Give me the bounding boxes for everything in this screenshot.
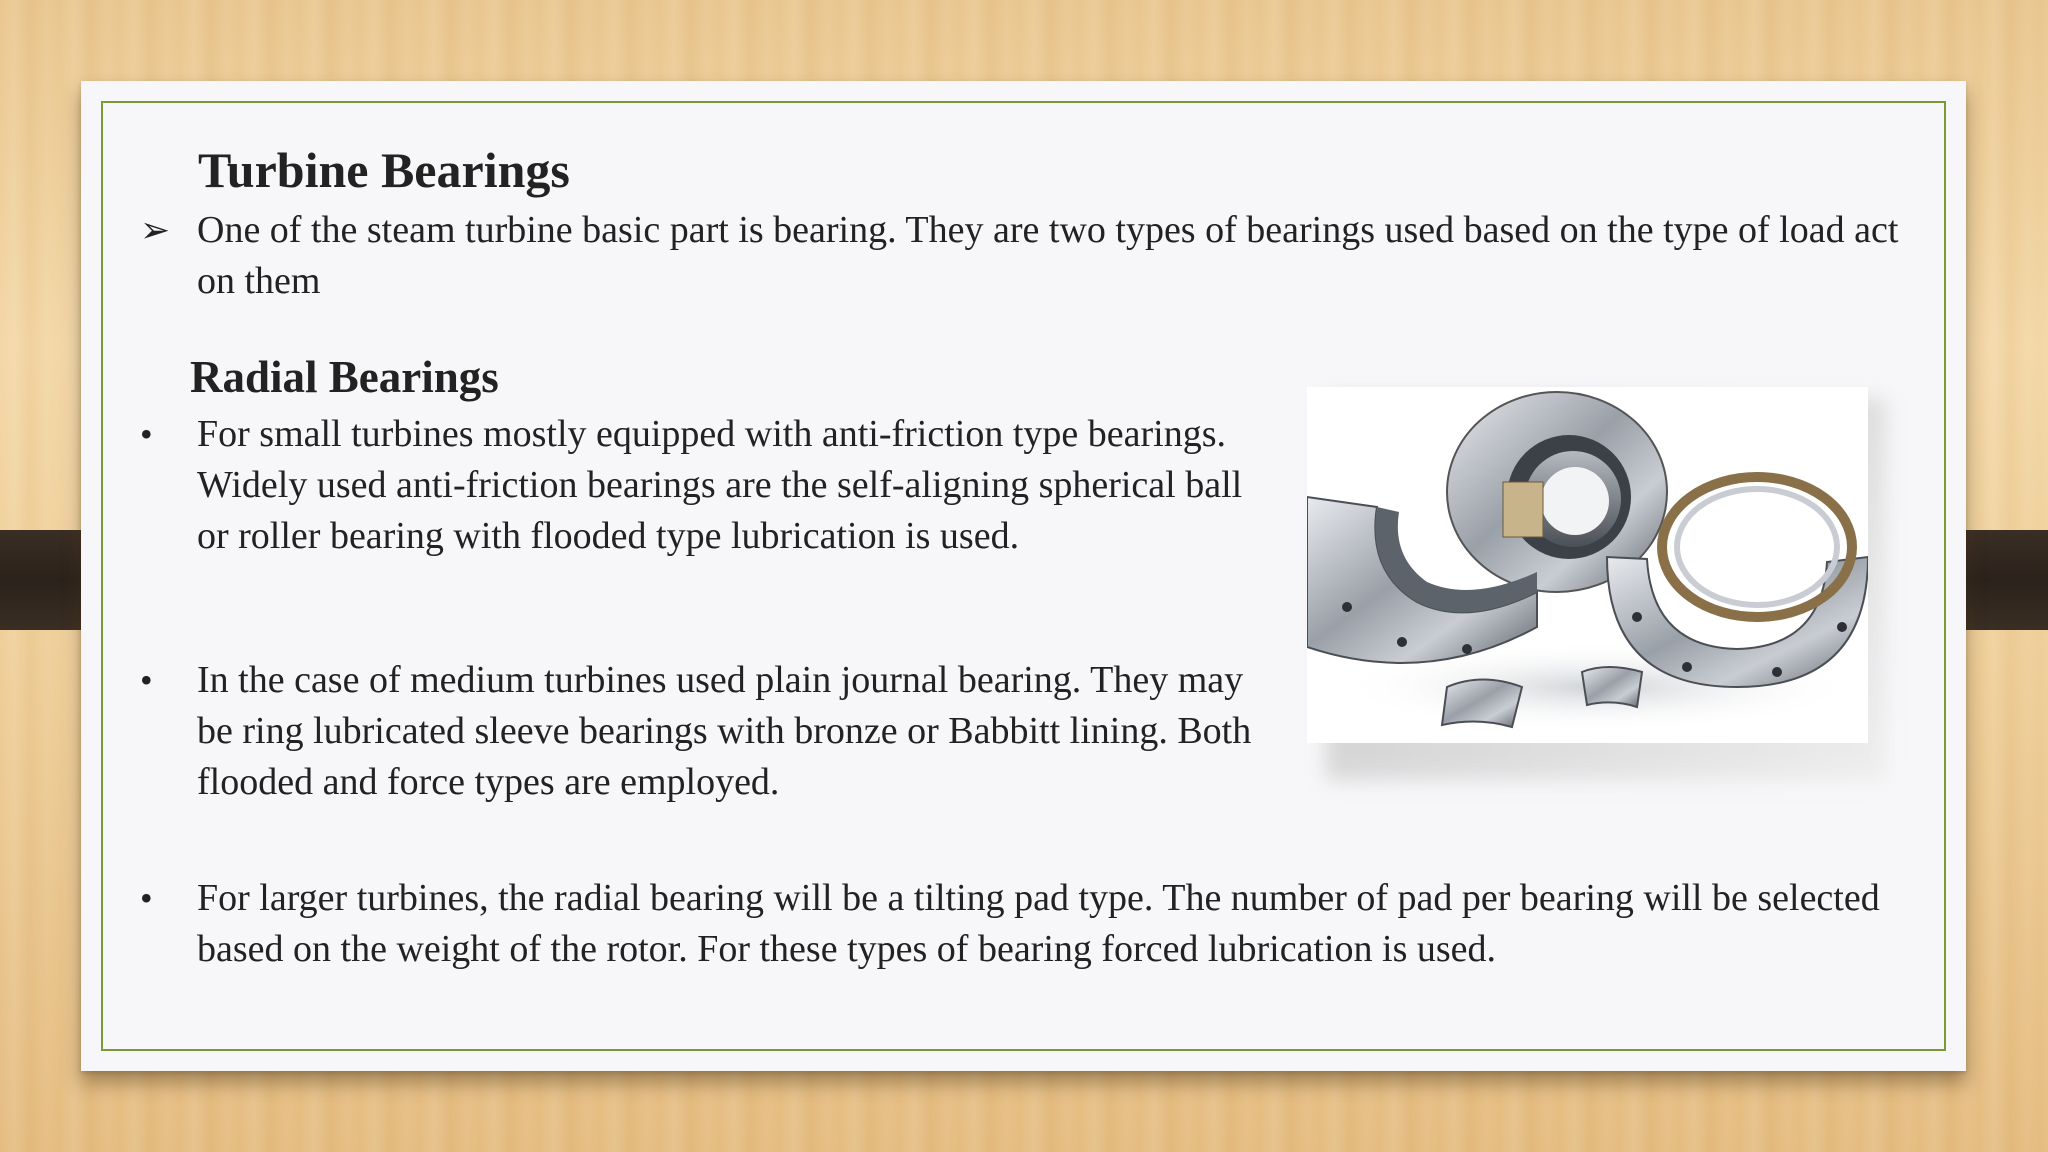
bullet-icon: •: [140, 878, 153, 918]
section-title: Radial Bearings: [190, 352, 499, 402]
intro-paragraph: One of the steam turbine basic part is bearing. They are two types of bearings used based on the type of load act on them: [197, 209, 1899, 302]
bullet-icon: •: [140, 660, 153, 700]
bearing-photo: [1307, 387, 1868, 743]
bullet-medium-turbines: In the case of medium turbines used plain journal bearing. They may be ring lubricated sleeve bearings with bronze or Babbitt lining. Both flooded and force types are employed.: [197, 659, 1252, 803]
bearing-illustration: [1307, 387, 1868, 743]
slide-title: Turbine Bearings: [198, 142, 570, 198]
bullet-icon: •: [140, 414, 153, 454]
arrow-bullet-icon: ➢: [140, 210, 171, 250]
bullet-small-turbines: For small turbines mostly equipped with anti-friction type bearings. Widely used anti-friction bearings are the self-aligning spherical ball or roller bearing with flooded type lubrication is used.: [197, 413, 1243, 557]
bullet-larger-turbines: For larger turbines, the radial bearing will be a tilting pad type. The number of pad per bearing will be selected based on the weight of the rotor. For these types of bearing forced lubrication is used.: [197, 877, 1880, 970]
